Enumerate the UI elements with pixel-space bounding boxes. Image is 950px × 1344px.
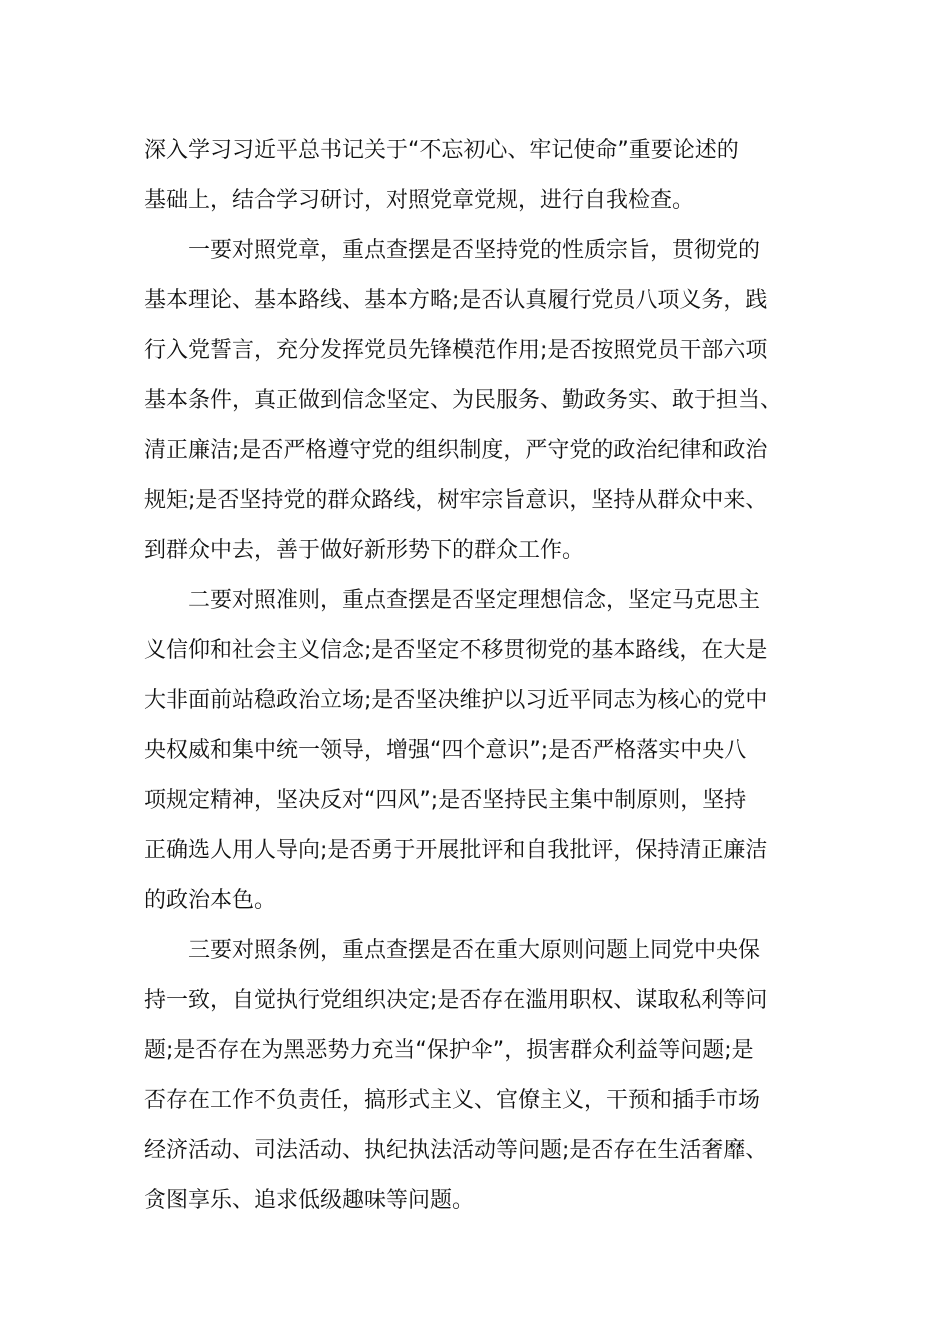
- text-line: 一要对照党章，重点查摆是否坚持党的性质宗旨，贯彻党的: [144, 238, 761, 263]
- text-line: 经济活动、司法活动、执纪执法活动等问题;是否存在生活奢靡、: [144, 1138, 768, 1163]
- text-line: 规矩;是否坚持党的群众路线，树牢宗旨意识，坚持从群众中来、: [144, 488, 768, 513]
- text-line: 行入党誓言，充分发挥党员先锋模范作用;是否按照党员干部六项: [144, 338, 768, 363]
- text-line: 央权威和集中统一领导，增强“四个意识”;是否严格落实中央八: [144, 738, 747, 763]
- text-line: 三要对照条例，重点查摆是否在重大原则问题上同党中央保: [144, 938, 761, 963]
- text-line: 题;是否存在为黑恶势力充当“保护伞”，损害群众利益等问题;是: [144, 1038, 754, 1063]
- text-line: 大非面前站稳政治立场;是否坚决维护以习近平同志为核心的党中: [144, 688, 768, 713]
- text-line: 持一致，自觉执行党组织决定;是否存在滥用职权、谋取私利等问: [144, 988, 768, 1013]
- text-line: 项规定精神，坚决反对“四风”;是否坚持民主集中制原则，坚持: [144, 788, 747, 813]
- text-line: 二要对照准则，重点查摆是否坚定理想信念，坚定马克思主: [144, 588, 761, 613]
- text-line: 否存在工作不负责任，搞形式主义、官僚主义，干预和插手市场: [144, 1088, 761, 1113]
- text-line: 基础上，结合学习研讨，对照党章党规，进行自我检查。: [144, 188, 695, 213]
- text-line: 到群众中去，善于做好新形势下的群众工作。: [144, 538, 585, 563]
- text-line: 基本理论、基本路线、基本方略;是否认真履行党员八项义务，践: [144, 288, 768, 313]
- text-line: 贪图享乐、追求低级趣味等问题。: [144, 1188, 475, 1213]
- text-line: 基本条件，真正做到信念坚定、为民服务、勤政务实、敢于担当、: [144, 388, 783, 413]
- text-line: 的政治本色。: [144, 888, 277, 913]
- text-line: 义信仰和社会主义信念;是否坚定不移贯彻党的基本路线，在大是: [144, 638, 768, 663]
- document-body: [144, 126, 794, 1226]
- text-line: 正确选人用人导向;是否勇于开展批评和自我批评，保持清正廉洁: [144, 838, 768, 863]
- text-line: 清正廉洁;是否严格遵守党的组织制度，严守党的政治纪律和政治: [144, 438, 768, 463]
- text-line: 深入学习习近平总书记关于“不忘初心、牢记使命”重要论述的: [144, 138, 739, 163]
